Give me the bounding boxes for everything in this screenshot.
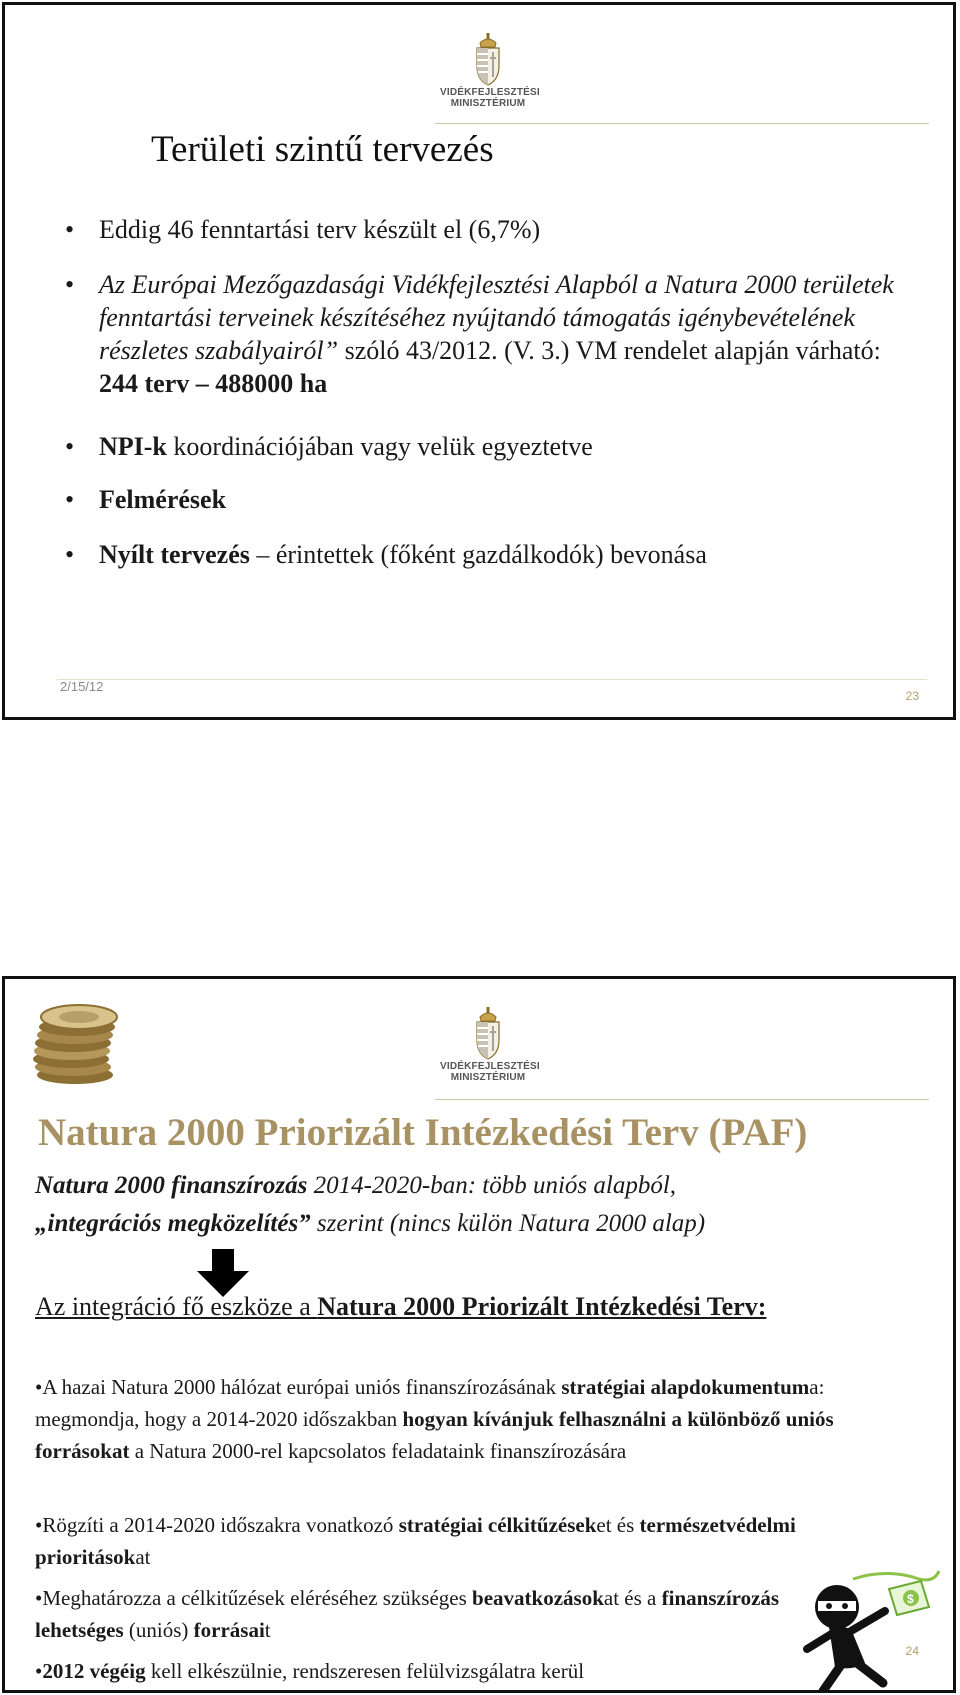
intro-bold: „integrációs megközelítés” xyxy=(35,1210,311,1237)
coat-of-arms-icon xyxy=(471,33,505,87)
slide-title: Natura 2000 Priorizált Intézkedési Terv (PAF) xyxy=(38,1111,808,1154)
integ-bold: Natura 2000 Priorizált Intézkedési Terv: xyxy=(317,1292,767,1321)
bullet-bold: Felmérések xyxy=(99,485,227,514)
bullet-text: – érintettek (főként gazdálkodók) bevonása xyxy=(249,540,707,569)
integ-text: Az integráció fő eszköze a xyxy=(35,1292,318,1321)
paragraph-text: t xyxy=(264,1618,271,1642)
paragraph-text: •A hazai Natura 2000 hálózat európai uniós finanszírozásának xyxy=(35,1375,562,1399)
list-item xyxy=(65,538,925,571)
paragraph-bold: finanszírozás lehetséges xyxy=(35,1586,780,1642)
paragraph xyxy=(35,1582,825,1646)
paragraph-text: •Rögzíti a 2014-2020 időszakra vonatkozó xyxy=(35,1513,399,1537)
ministry-logo xyxy=(440,1007,540,1083)
list-item xyxy=(65,483,925,516)
integration-heading xyxy=(35,1289,895,1325)
page-number: 24 xyxy=(905,1644,919,1658)
coin-stack-icon xyxy=(27,995,127,1087)
paragraph-bold: forrásai xyxy=(193,1618,265,1642)
paragraph-bold: beavatkozások xyxy=(472,1586,604,1610)
intro-text: 2014-2020-ban: több uniós alapból, xyxy=(307,1172,677,1199)
bullet-text: szóló 43/2012. (V. 3.) VM rendelet alapján várható: xyxy=(338,336,881,365)
funding-intro xyxy=(35,1167,915,1243)
paragraph-text: kell elkészülnie, rendszeresen felülvizsgálatra kerül xyxy=(145,1659,585,1683)
header-rule xyxy=(435,123,929,124)
intro-bold: Natura 2000 finanszírozás xyxy=(35,1172,308,1199)
svg-text:$: $ xyxy=(907,1592,914,1606)
slide-title: Területi szintű tervezés xyxy=(151,129,494,170)
slide-24 xyxy=(2,976,956,1693)
coat-of-arms-icon xyxy=(471,1007,505,1061)
ministry-name: VIDÉKFEJLESZTÉSI MINISZTÉRIUM xyxy=(440,87,540,109)
ministry-logo xyxy=(440,33,540,109)
paragraph-bold: hogyan kívánjuk felhasználni a különböző uniós forrásokat xyxy=(35,1407,834,1463)
paragraph-text: et és xyxy=(596,1513,640,1537)
money-thief-icon xyxy=(793,1567,943,1693)
ministry-name: VIDÉKFEJLESZTÉSI MINISZTÉRIUM xyxy=(440,1061,540,1083)
paragraph xyxy=(35,1655,915,1687)
list-item xyxy=(65,430,925,463)
header-rule xyxy=(435,1099,929,1100)
paragraph xyxy=(35,1371,915,1467)
paragraph xyxy=(35,1509,915,1573)
bullet-text: Eddig 46 fenntartási terv készült el (6,7%) xyxy=(99,215,541,244)
paragraph-bold: stratégiai célkitűzések xyxy=(398,1513,597,1537)
bullet-text: koordinációjában vagy velük egyeztetve xyxy=(166,432,593,461)
paragraph-bold: természetvédelmi prioritások xyxy=(35,1513,796,1569)
list-item xyxy=(65,213,925,246)
regulation-title: Az Európai Mezőgazdasági Vidékfejlesztési Alapból a Natura 2000 területek fenntartási terveinek készítéséhez nyújtandó támogatás igénybevételének részletes szabályairól” xyxy=(99,270,894,365)
slide-23 xyxy=(2,2,956,720)
intro-text: szerint (nincs külön Natura 2000 alap) xyxy=(310,1210,706,1237)
paragraph-text: at xyxy=(135,1545,151,1569)
paragraph-text: a: megmondja, hogy a 2014-2020 időszakban xyxy=(35,1375,825,1431)
plan-count: 244 terv – 488000 ha xyxy=(99,369,328,398)
list-item xyxy=(65,268,925,400)
paragraph-bold: 2012 végéig xyxy=(42,1659,146,1683)
page-number: 23 xyxy=(905,689,919,703)
slide-date: 2/15/12 xyxy=(60,679,104,694)
paragraph-text: • xyxy=(35,1659,43,1683)
bullet-bold: NPI-k xyxy=(99,432,167,461)
paragraph-text: a Natura 2000-rel kapcsolatos feladataink finanszírozására xyxy=(129,1439,627,1463)
paragraph-text: (uniós) xyxy=(123,1618,194,1642)
paragraph-text: •Meghatározza a célkitűzések eléréséhez szükséges xyxy=(35,1586,473,1610)
paragraph-text: at és a xyxy=(603,1586,662,1610)
footer-rule xyxy=(57,679,927,680)
bullet-bold: Nyílt tervezés xyxy=(99,540,250,569)
paragraph-bold: stratégiai alapdokumentum xyxy=(561,1375,810,1399)
